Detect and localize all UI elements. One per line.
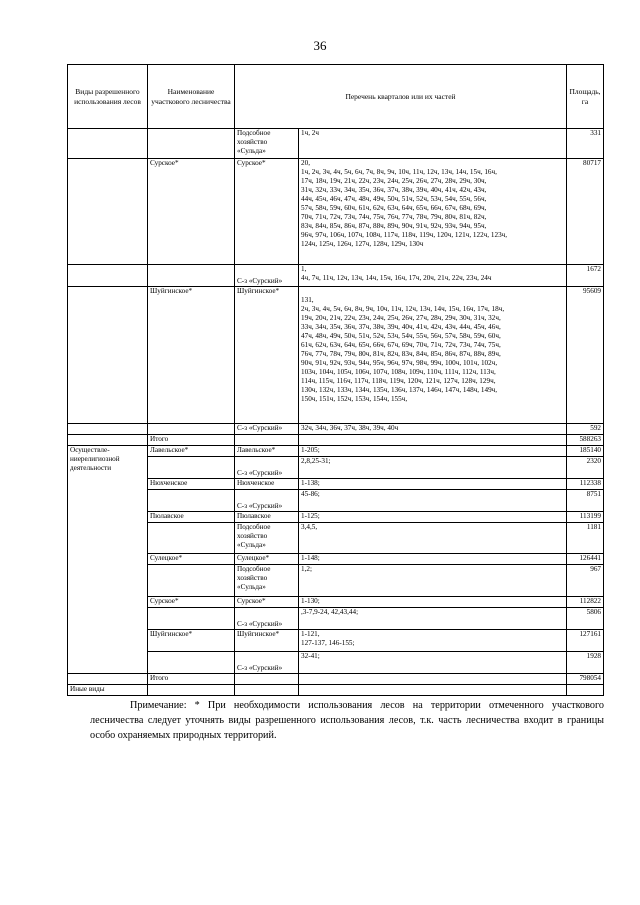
table-row — [68, 159, 604, 265]
forestry-cell: Шуйгинское* — [148, 630, 235, 652]
subforestry-cell — [235, 435, 299, 446]
area-cell: 112822 — [567, 597, 604, 608]
subforestry-cell: Лавельское* — [235, 446, 299, 457]
total-row — [68, 674, 604, 685]
forestry-cell — [148, 685, 235, 696]
table-header-row — [68, 65, 604, 129]
area-cell: 112338 — [567, 479, 604, 490]
quarter-list-cell — [299, 435, 567, 446]
table-row — [68, 265, 604, 287]
subforestry-cell: Пюлавское — [235, 512, 299, 523]
area-cell: 1928 — [567, 652, 604, 674]
use-type-cell: Иные виды — [68, 685, 148, 696]
area-cell: 113199 — [567, 512, 604, 523]
subforestry-cell: Шуйгинское* — [235, 287, 299, 424]
quarter-list-cell: 131, 2ч, 3ч, 4ч, 5ч, 6ч, 8ч, 9ч, 10ч, 11ч, 12ч, 13ч, 14ч, 15ч, 16ч, 17ч, 18ч, 19ч, 20ч, 21ч, 22ч, 23ч, 24ч, 25ч, 26ч, 27ч, 28ч, 29ч, 30ч, 31ч, 32ч, 33ч, 34ч, 35ч, 36ч, 37ч, 38ч, 39ч, 40ч, 41ч, 42ч, 43ч, 44ч, 45ч, 46ч, 47ч, 48ч, 49ч, 50ч, 51ч, 52ч, 53ч, 54ч, 55ч, 56ч, 57ч, 58ч, 59ч, 60ч, 61ч, 62ч, 63ч, 64ч, 65ч, 66ч, 67ч, 69ч, 70ч, 71ч, 72ч, 73ч, 74ч, 75ч, 76ч, 77ч, 78ч, 79ч, 80ч, 81ч, 82ч, 83ч, 84ч, 85ч, 86ч, 87ч, 88ч, 89ч, 90ч, 91ч, 92ч, 93ч, 94ч, 95ч, 96ч, 97ч, 98ч, 99ч, 100ч, 101ч, 102ч, 103ч, 104ч, 105ч, 106ч, 107ч, 108ч, 109ч, 110ч, 111ч, 112ч, 113ч, 114ч, 115ч, 116ч, 117ч, 118ч, 119ч, 120ч, 121ч, 127ч, 128ч, 129ч, 130ч, 132ч, 133ч, 134ч, 135ч, 136ч, 137ч, 146ч, 147ч, 148ч, 149ч, 150ч, 151ч, 152ч, 153ч, 154ч, 155ч, — [299, 287, 567, 424]
subforestry-cell — [235, 674, 299, 685]
forestry-cell — [148, 608, 235, 630]
quarter-list-cell — [299, 685, 567, 696]
quarter-list-cell — [299, 674, 567, 685]
forestry-cell — [148, 523, 235, 554]
subforestry-cell: С-з «Сурский» — [235, 490, 299, 512]
area-cell: 592 — [567, 424, 604, 435]
subforestry-cell: Сурское* — [235, 597, 299, 608]
table-row — [68, 597, 604, 608]
subforestry-cell: Подсобное хозяйство «Сульда» — [235, 565, 299, 597]
type-cell — [68, 435, 148, 446]
area-cell: 127161 — [567, 630, 604, 652]
area-cell: 8751 — [567, 490, 604, 512]
subforestry-cell: Сулецкое* — [235, 554, 299, 565]
type-cell — [68, 265, 148, 287]
table-row — [68, 652, 604, 674]
subforestry-cell: Шуйгинское* — [235, 630, 299, 652]
header-quarter-list: Перечень кварталов или их частей — [235, 65, 567, 129]
table-row — [68, 608, 604, 630]
forestry-cell: Шуйгинское* — [148, 287, 235, 424]
area-cell: 126441 — [567, 554, 604, 565]
area-cell: 185140 — [567, 446, 604, 457]
quarter-list-cell: 1,2; — [299, 565, 567, 597]
table-row — [68, 424, 604, 435]
total-row — [68, 435, 604, 446]
page-number: 36 — [313, 38, 327, 53]
forestry-cell — [148, 457, 235, 479]
use-type-cell: Осуществле-ниерелигиозной деятельности — [68, 446, 148, 674]
table-row — [68, 630, 604, 652]
area-cell: 331 — [567, 129, 604, 159]
table-row — [68, 287, 604, 424]
subforestry-cell: С-з «Сурский» — [235, 652, 299, 674]
header-use-types: Виды разрешенного использования лесов — [68, 65, 148, 129]
area-cell: 1672 — [567, 265, 604, 287]
quarter-list-cell: 1-125; — [299, 512, 567, 523]
table-row — [68, 457, 604, 479]
type-cell — [68, 159, 148, 265]
quarter-list-cell: 1-138; — [299, 479, 567, 490]
type-cell — [68, 129, 148, 159]
quarter-list-cell: 20, 1ч, 2ч, 3ч, 4ч, 5ч, 6ч, 7ч, 8ч, 9ч, 10ч, 11ч, 12ч, 13ч, 14ч, 15ч, 16ч, 17ч, 18ч, 19ч, 21ч, 22ч, 23ч, 24ч, 25ч, 26ч, 27ч, 28ч, 29ч, 30ч, 31ч, 32ч, 33ч, 34ч, 35ч, 36ч, 37ч, 38ч, 39ч, 40ч, 41ч, 42ч, 43ч, 44ч, 45ч, 46ч, 47ч, 48ч, 49ч, 50ч, 51ч, 52ч, 53ч, 54ч, 55ч, 56ч, 57ч, 58ч, 59ч, 60ч, 61ч, 62ч, 63ч, 64ч, 65ч, 66ч, 67ч, 68ч, 69ч, 70ч, 71ч, 72ч, 73ч, 74ч, 75ч, 76ч, 77ч, 78ч, 79ч, 80ч, 81ч, 82ч, 83ч, 84ч, 85ч, 86ч, 87ч, 88ч, 89ч, 90ч, 91ч, 92ч, 93ч, 94ч, 95ч, 96ч, 97ч, 106ч, 107ч, 108ч, 117ч, 118ч, 119ч, 120ч, 121ч, 122ч, 123ч, 124ч, 125ч, 126ч, 127ч, 128ч, 129ч, 130ч — [299, 159, 567, 265]
forest-use-table — [67, 64, 604, 696]
subforestry-cell: С-з «Сурский» — [235, 457, 299, 479]
forestry-cell — [148, 490, 235, 512]
forestry-cell — [148, 652, 235, 674]
quarter-list-cell: 32ч, 34ч, 36ч, 37ч, 38ч, 39ч, 40ч — [299, 424, 567, 435]
subforestry-cell: С-з «Сурский» — [235, 424, 299, 435]
table-row — [68, 490, 604, 512]
forestry-cell: Сурское* — [148, 159, 235, 265]
table-row — [68, 446, 604, 457]
header-area: Площадь, га — [567, 65, 604, 129]
table-row — [68, 479, 604, 490]
total-label: Итого — [148, 435, 235, 446]
forestry-cell — [148, 265, 235, 287]
subforestry-cell — [235, 685, 299, 696]
header-forestry: Наименование участкового лесничества — [148, 65, 235, 129]
area-cell: 5806 — [567, 608, 604, 630]
area-cell: 80717 — [567, 159, 604, 265]
quarter-list-cell: 1ч, 2ч — [299, 129, 567, 159]
quarter-list-cell: 32-41; — [299, 652, 567, 674]
subforestry-cell: Подсобное хозяйство «Сульда» — [235, 129, 299, 159]
total-label: Итого — [148, 674, 235, 685]
forestry-cell: Сурское* — [148, 597, 235, 608]
table-row — [68, 129, 604, 159]
area-cell: 1181 — [567, 523, 604, 554]
subforestry-cell: С-з «Сурский» — [235, 608, 299, 630]
area-cell: 2320 — [567, 457, 604, 479]
quarter-list-cell: 1-121, 127-137, 146-155; — [299, 630, 567, 652]
table-row — [68, 685, 604, 696]
quarter-list-cell: 1-205; — [299, 446, 567, 457]
table-row — [68, 554, 604, 565]
quarter-list-cell: 2,8,25-31; — [299, 457, 567, 479]
quarter-list-cell: 1, 4ч, 7ч, 11ч, 12ч, 13ч, 14ч, 15ч, 16ч, 17ч, 20ч, 21ч, 22ч, 23ч, 24ч — [299, 265, 567, 287]
forestry-cell: Пюлавское — [148, 512, 235, 523]
total-area: 798054 — [567, 674, 604, 685]
total-area: 588263 — [567, 435, 604, 446]
table-row — [68, 523, 604, 554]
footnote — [90, 698, 604, 743]
forestry-cell — [148, 129, 235, 159]
subforestry-cell: Нюхченское — [235, 479, 299, 490]
subforestry-cell: Подсобное хозяйство «Сульда» — [235, 523, 299, 554]
forestry-cell — [148, 424, 235, 435]
quarter-list-cell: ,3-7,9-24, 42,43,44; — [299, 608, 567, 630]
area-cell: 967 — [567, 565, 604, 597]
subforestry-cell: Сурское* — [235, 159, 299, 265]
forestry-cell: Лавельское* — [148, 446, 235, 457]
type-cell — [68, 674, 148, 685]
forestry-cell: Сулецкое* — [148, 554, 235, 565]
table-row — [68, 512, 604, 523]
subforestry-cell: С-з «Сурский» — [235, 265, 299, 287]
footnote-text: Примечание: * При необходимости использования лесов на территории отмеченного участкового лесничества следует уточнять виды разрешенного использования лесов, т.к. часть лесничества входит в границы особо охраняемых природных территорий. — [90, 700, 604, 741]
quarter-list-cell: 45-86; — [299, 490, 567, 512]
forestry-cell — [148, 565, 235, 597]
table-row — [68, 565, 604, 597]
quarter-list-cell: 3,4,5, — [299, 523, 567, 554]
quarter-list-cell: 1-148; — [299, 554, 567, 565]
type-cell — [68, 287, 148, 424]
area-cell: 95609 — [567, 287, 604, 424]
type-cell — [68, 424, 148, 435]
forestry-cell: Нюхченское — [148, 479, 235, 490]
quarter-list-cell: 1-130; — [299, 597, 567, 608]
area-cell — [567, 685, 604, 696]
